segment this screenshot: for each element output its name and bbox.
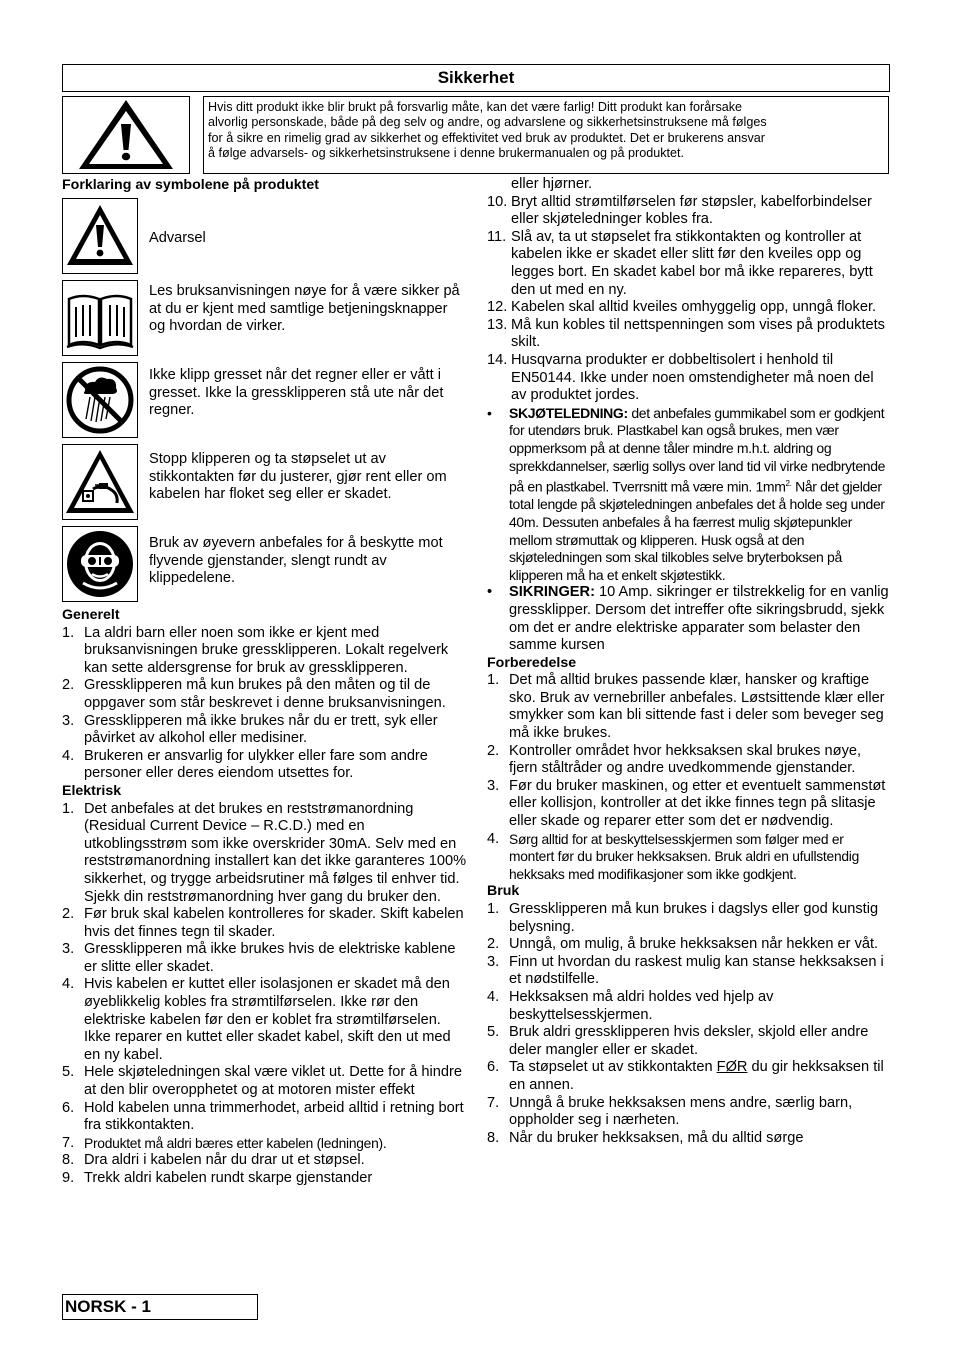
list-item [62,941,467,976]
bullet: • [487,584,493,601]
item-number: 12. [487,299,508,316]
warning-triangle-icon [63,97,189,173]
item-text-part: du gir hekksaksen til en annen. [509,1059,884,1093]
list-item [62,906,467,941]
page-title: Sikkerhet [62,64,890,92]
list-item [487,229,891,299]
warning-line: Hvis ditt produkt ikke blir brukt på forsvarlig måte, kan det være farlig! Ditt produkt kan forårsake [208,100,743,114]
unplug-triangle-icon [62,444,138,520]
item-text: Bryt alltid strømtilførselen før støpsler, kabelforbindelser eller skjøteledninger kobles fra. [511,193,872,228]
item-number: 7. [62,1134,75,1151]
bullet-item-skjoteledning [487,405,891,585]
list-item [62,748,467,783]
item-number: 8. [487,1129,500,1146]
bullet-body: 10 Amp. sikringer er tilstrekkelig for en vanlig gressklipper. Dersom det intreffer ofte sikringsbrudd, sjekk om det er andre elektriske apparater som belaster den samme kursen [509,584,889,654]
item-number: 3. [62,941,75,958]
item-text: Kabelen skal alltid kveiles omhyggelig opp, unngå floker. [511,299,877,316]
no-rain-icon [62,362,138,438]
item-text: Gressklipperen må ikke brukes hvis de elektriske kablene er slitte eller skadet. [84,941,456,975]
item-text: Hold kabelen unna trimmerhodet, arbeid alltid i retning bort fra stikkontakten. [84,1099,464,1134]
item-number: 9. [62,1170,75,1186]
bullet-text [509,405,891,585]
warning-line: for å sikre en rimelig grad av sikkerhet og effektivitet ved bruk av produktet. Det er brukerens ansvar [208,130,765,145]
bullet-body: Når det gjelder total lengde på skjøteledningen anbefales det å holde seg under 40m. Dessuten anbefales å ha færrest mulig skjøtepunkler mellom strømuttak og klipperen. Husk også at den skjøteledningen som skal tilkobles selve bryterboksen på klipperen må ha et enkelt skjøtestikk. [509,478,885,583]
list-item [62,976,467,1064]
item-text: Unngå å bruke hekksaksen mens andre, særlig barn, oppholder seg i nærheten. [509,1094,853,1129]
item-text: Kontroller området hvor hekksaksen skal brukes nøye, fjern ståltråder og andre uvedkommende gjenstander. [509,742,862,777]
item-number: 6. [487,1059,500,1076]
item-number: 2. [62,677,75,694]
symbol-row [62,198,467,274]
item-number: 11. [487,228,507,245]
bullet-item-sikringer [487,584,891,654]
list-item-continuation [487,176,891,194]
item-number: 4. [487,830,500,847]
item-text: Husqvarna produkter er dobbeltisolert i henhold til EN50144. Ikke under noen omstendigheter må noen del av produktet jordes. [511,351,874,404]
item-text: Bruk aldri gressklipperen hvis deksler, skjold eller andre deler mangler eller er skadet. [509,1024,869,1058]
page-footer: NORSK - 1 [62,1294,258,1320]
symbol-row [62,362,467,438]
symbol-row [62,526,467,602]
symbol-row [62,280,467,356]
eye-protection-icon [62,526,138,602]
symbol-text: Stopp klipperen og ta støpselet ut av stikkontakten før du justerer, gjør rent eller om kabelen har floket seg eller er skadet. [149,451,447,503]
list-item [487,989,891,1024]
item-number: 1. [62,624,75,641]
item-number: 8. [62,1152,75,1169]
list-item [487,901,891,936]
elektrisk-heading: Elektrisk [62,782,122,799]
symbol-text: Les bruksanvisningen nøye for å være sikker på at du er kjent med samtlige betjeningsknapper og hvordan de virker. [149,283,460,335]
item-number: 4. [62,976,75,993]
item-number: 13. [487,316,508,333]
item-text: Det anbefales at det brukes en reststrømanordning (Residual Current Device – R.C.D.) med en utkoblingsstrøm som ikke overskrider 30mA. Selv med en reststrømanordning installert kan det ikke garanteres 100% sikkerhet, og trygge arbeidsrutiner må følges til enhver tid. Sjekk din reststrømanordning hver gang du bruker den. [84,800,467,905]
item-text: Sørg alltid for at beskyttelsesskjermen som følger med er montert før du bruker hekksaksen. Bruk aldri en ufullstendig hekksaks med modifikasjoner som ikke godkjent. [509,831,860,882]
item-number: 3. [487,953,500,970]
item-text: Før bruk skal kabelen kontrolleres for skader. Skift kabelen hvis det finnes tegn til skader. [84,906,464,940]
item-number: 5. [487,1024,500,1041]
item-number: 6. [62,1099,75,1116]
item-text: Dra aldri i kabelen når du drar ut et støpsel. [84,1152,365,1169]
bullet-label: SKJØTELEDNING: [509,404,628,421]
list-item [62,801,467,907]
list-item [487,194,891,229]
bullet-text [509,584,891,654]
list-item [487,778,891,831]
item-text: Hekksaksen må aldri holdes ved hjelp av beskyttelsesskjermen. [509,988,774,1023]
symbol-row [62,444,467,520]
list-item [487,1130,891,1148]
item-number: 3. [487,777,500,794]
manual-book-icon [62,280,138,356]
list-item [487,1059,891,1094]
item-text: La aldri barn eller noen som ikke er kjent med bruksanvisningen bruke gressklipperen. Lokalt regelverk kan sette aldersgrense for bruk av gressklipperen. [84,624,449,676]
warning-line: å følge advarsels- og sikkerhetsinstruksene i denne brukermanualen og på produktet. [208,146,685,161]
list-item [62,1152,467,1170]
list-item [62,1100,467,1135]
item-number: 4. [487,988,500,1005]
warning-icon-box [62,96,190,174]
list-item [62,713,467,748]
generelt-heading: Generelt [62,607,120,623]
symbol-text: Advarsel [149,230,206,246]
item-number: 2. [487,742,500,759]
list-item [62,625,467,678]
left-column [62,176,467,1188]
item-text: Brukeren er ansvarlig for ulykker eller fare som andre personer eller deres eiendom utsettes for. [84,747,428,782]
superscript: 2. [785,479,792,489]
symbols-heading: Forklaring av symbolene på produktet [62,177,320,193]
item-number: 10. [487,193,508,210]
item-number: 1. [487,901,500,917]
item-number: 1. [487,672,500,689]
item-text: Det må alltid brukes passende klær, hansker og kraftige sko. Bruk av vernebriller anbefales. Løstsittende klær eller smykker som kan bli sittende fast i deler som beveger seg må ikke brukes. [509,672,885,742]
list-item [487,299,891,317]
list-item [62,677,467,712]
item-number: 14. [487,351,508,368]
item-text: Trekk aldri kabelen rundt skarpe gjenstander [84,1170,373,1186]
item-number: 4. [62,747,75,764]
item-text [509,1059,891,1094]
forberedelse-heading: Forberedelse [487,654,577,671]
bruk-heading: Bruk [487,883,520,900]
item-text: Gressklipperen må kun brukes på den måten og til de oppgaver som står beskrevet i denne bruksanvisningen. [84,677,446,711]
symbol-text: Ikke klipp gresset når det regner eller er vått i gresset. Ikke la gressklipperen stå ute når det regner. [149,367,444,419]
item-number: 5. [62,1064,75,1081]
item-text: eller hjørner. [511,176,593,192]
warning-line: alvorlig personskade, både på deg selv og andre, og advarslene og sikkerhetsinstruksene må følges [208,115,767,130]
list-item [487,317,891,352]
list-item [487,831,891,884]
right-column [487,176,891,1147]
item-text: Hvis kabelen er kuttet eller isolasjonen er skadet må den øyeblikkelig kobles fra strømtilførselen. Ikke rør den elektriske kabelen før den er koblet fra strømtilførselen. Ikke reparer en kuttet eller skadet kabel, skift den ut med en ny kabel. [84,976,451,1063]
item-number: 2. [487,936,500,953]
item-text-part: Ta støpselet ut av stikkontakten [509,1059,717,1076]
item-number: 1. [62,800,75,817]
symbol-text: Bruk av øyevern anbefales for å beskytte mot flyvende gjenstander, slengt rundt av klippedelene. [149,535,443,587]
list-item [62,1135,467,1153]
item-text: Gressklipperen må kun brukes i dagslys eller god kunstig belysning. [509,901,879,935]
item-text: Gressklipperen må ikke brukes når du er trett, syk eller påvirket av alkohol eller medisiner. [84,712,438,747]
emphasis-underline: FØR [716,1059,748,1076]
list-item [487,672,891,742]
warning-text [203,96,889,174]
list-item [62,1064,467,1099]
bullet-label: SIKRINGER: [509,584,595,601]
item-number: 3. [62,712,75,729]
item-text: Må kun kobles til nettspenningen som vises på produktets skilt. [511,316,885,351]
list-item [487,1095,891,1130]
list-item [62,1170,467,1188]
list-item [487,352,891,405]
item-number: 2. [62,906,75,923]
item-text: Før du bruker maskinen, og etter et eventuelt sammenstøt eller kollisjon, kontroller at det ikke finnes tegn på slitasje eller skade og reparer etter som det er nødvendig. [509,777,886,830]
item-text: Unngå, om mulig, å bruke hekksaksen når hekken er våt. [509,936,879,953]
item-text: Produktet må aldri bæres etter kabelen (ledningen). [84,1135,387,1151]
item-number: 7. [487,1094,500,1111]
bullet-body: det anbefales gummikabel som er godkjent for utendørs bruk. Plastkabel kan også brukes, men vær oppmerksom på at denne tåler mindre m.h.t. aldring og sprekkdannelser, særlig sollys over land tid vil virke nedbrytende på en plastkabel. Tverrsnitt må være min. 1mm [509,404,886,495]
bullet: • [487,404,492,421]
item-text: Hele skjøteledningen skal være viklet ut. Dette for å hindre at den blir overopphetet og at motoren mister effekt [84,1064,462,1099]
item-text: Når du bruker hekksaksen, må du alltid sørge [509,1129,804,1146]
list-item [487,1024,891,1059]
item-text: Slå av, ta ut støpselet fra stikkontakten og kontroller at kabelen ikke er skadet eller slitt før den kveiles opp og legges bort. En skadet kabel bor må ikke repareres, bytt den ut med en ny. [511,228,873,298]
warning-triangle-icon [62,198,138,274]
item-text: Finn ut hvordan du raskest mulig kan stanse hekksaksen i et nødstilfelle. [509,953,884,988]
list-item [487,743,891,778]
list-item [487,936,891,954]
list-item [487,954,891,989]
